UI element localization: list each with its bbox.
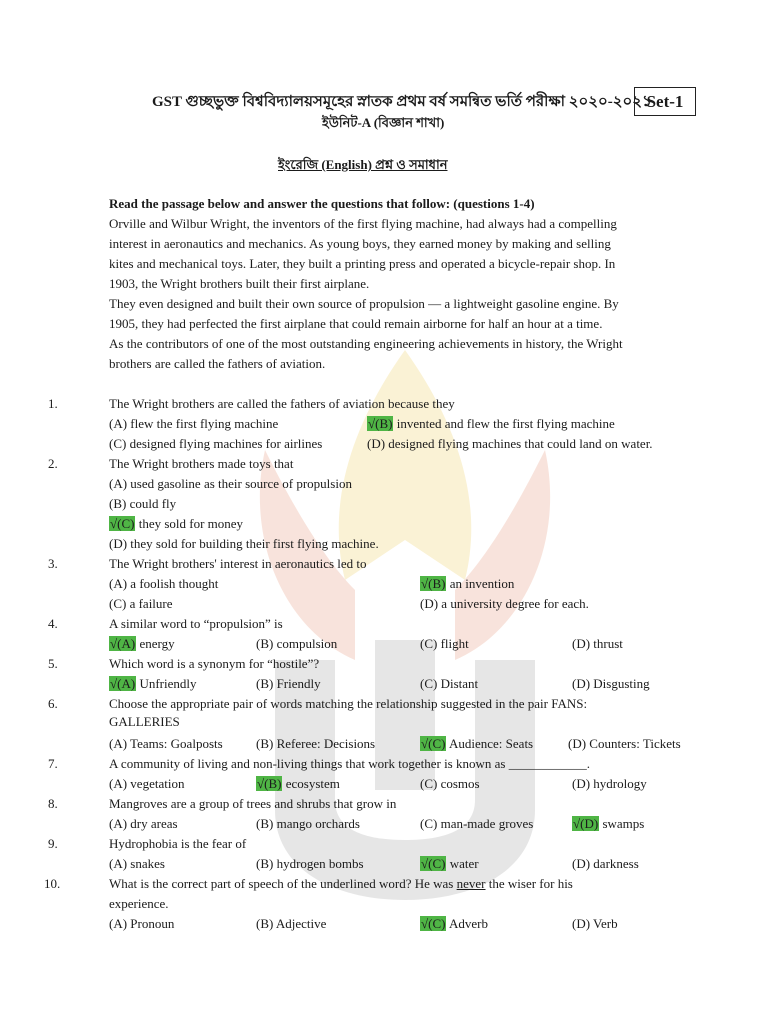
passage-line: interest in aeronautics and mechanics. As young boys, they earned money by making and selling — [109, 236, 611, 251]
option-d: (D) Counters: Tickets — [568, 736, 681, 751]
passage-line: brothers are called the fathers of aviation. — [109, 356, 326, 371]
answer-mark: √(A) — [110, 636, 136, 651]
question-text-cont: experience. — [109, 896, 169, 911]
option-d: (D) they sold for building their first flying machine. — [109, 536, 379, 551]
set-label: Set-1 — [634, 87, 696, 116]
answer-mark: √(C) — [421, 916, 446, 931]
option-d: (D) darkness — [572, 856, 639, 871]
subject-title: ইংরেজি (English) প্রশ্ন ও সমাধান — [278, 157, 448, 172]
option-c-correct: √(C) Adverb — [421, 916, 488, 931]
option-b: (B) mango orchards — [256, 816, 360, 831]
question-text-cont: GALLERIES — [109, 714, 180, 729]
question-text: A community of living and non-living things that work together is known as ____________. — [109, 756, 590, 771]
option-b-correct: √(B) an invention — [421, 576, 515, 591]
passage-line: kites and mechanical toys. Later, they built a printing press and operated a bicycle-repair shop. In — [109, 256, 616, 271]
option-b: (B) Adjective — [256, 916, 327, 931]
answer-mark: √(B) — [368, 416, 393, 431]
option-a: (A) a foolish thought — [109, 576, 219, 591]
option-b-correct: √(B) ecosystem — [257, 776, 340, 791]
question-number: 1. — [48, 396, 58, 411]
option-a: (A) used gasoline as their source of propulsion — [109, 476, 352, 491]
question-number: 3. — [48, 556, 58, 571]
option-d: (D) thrust — [572, 636, 623, 651]
option-c: (C) a failure — [109, 596, 173, 611]
question-text: The Wright brothers are called the fathers of aviation because they — [109, 396, 455, 411]
question-number: 5. — [48, 656, 58, 671]
option-d-correct: √(D) swamps — [573, 816, 645, 831]
option-a-correct: √(A) energy — [110, 636, 175, 651]
passage-line: Orville and Wilbur Wright, the inventors of the first flying machine, had always had a compelling — [109, 216, 617, 231]
option-d: (D) a university degree for each. — [420, 596, 589, 611]
answer-mark: √(D) — [573, 816, 599, 831]
question-text: What is the correct part of speech of the underlined word? He was never the wiser for his — [109, 876, 573, 891]
answer-mark: √(C) — [110, 516, 135, 531]
passage-line: 1903, the Wright brothers built their first airplane. — [109, 276, 370, 291]
passage-line: As the contributors of one of the most outstanding engineering achievements in history, the Wright — [109, 336, 623, 351]
unit-title: ইউনিট-A (বিজ্ঞান শাখা) — [322, 115, 445, 130]
answer-mark: √(C) — [421, 856, 446, 871]
question-number: 8. — [48, 796, 58, 811]
option-d: (D) hydrology — [572, 776, 647, 791]
underlined-word: never — [456, 876, 486, 891]
question-number: 10. — [44, 876, 61, 891]
answer-mark: √(B) — [257, 776, 282, 791]
option-d: (D) designed flying machines that could land on water. — [367, 436, 653, 451]
passage-line: They even designed and built their own source of propulsion — a lightweight gasoline engine. By — [109, 296, 619, 311]
option-a: (A) snakes — [109, 856, 165, 871]
option-b: (B) hydrogen bombs — [256, 856, 364, 871]
option-a: (A) flew the first flying machine — [109, 416, 279, 431]
option-a-correct: √(A) Unfriendly — [110, 676, 197, 691]
option-c-correct: √(C) water — [421, 856, 479, 871]
option-b: (B) compulsion — [256, 636, 338, 651]
option-b: (B) could fly — [109, 496, 177, 511]
question-text: The Wright brothers' interest in aeronautics led to — [109, 556, 367, 571]
option-c: (C) Distant — [420, 676, 479, 691]
option-c-correct: √(C) they sold for money — [110, 516, 244, 531]
option-c-correct: √(C) Audience: Seats — [421, 736, 534, 751]
passage-line: 1905, they had perfected the first airplane that could remain airborne for half an hour at a time. — [109, 316, 603, 331]
option-c: (C) flight — [420, 636, 469, 651]
question-number: 4. — [48, 616, 58, 631]
passage-instruction: Read the passage below and answer the questions that follow: (questions 1-4) — [109, 196, 535, 211]
question-number: 9. — [48, 836, 58, 851]
question-text: Which word is a synonym for “hostile”? — [109, 656, 320, 671]
question-text: The Wright brothers made toys that — [109, 456, 294, 471]
question-text: A similar word to “propulsion” is — [109, 616, 283, 631]
answer-mark: √(B) — [421, 576, 446, 591]
option-c: (C) cosmos — [420, 776, 480, 791]
option-d: (D) Verb — [572, 916, 618, 931]
option-b-correct: √(B) invented and flew the first flying machine — [368, 416, 615, 431]
answer-mark: √(A) — [110, 676, 136, 691]
answer-mark: √(C) — [421, 736, 446, 751]
question-number: 6. — [48, 696, 58, 711]
option-a: (A) vegetation — [109, 776, 185, 791]
option-a: (A) Pronoun — [109, 916, 175, 931]
question-number: 7. — [48, 756, 58, 771]
option-d: (D) Disgusting — [572, 676, 650, 691]
exam-title: GST গুচ্ছভুক্ত বিশ্ববিদ্যালয়সমূহের স্নাতক প্রথম বর্ষ সমন্বিত ভর্তি পরীক্ষা ২০২০-২০২১ — [152, 94, 652, 110]
option-a: (A) dry areas — [109, 816, 178, 831]
question-text: Choose the appropriate pair of words matching the relationship suggested in the pair FANS: — [109, 696, 588, 711]
question-number: 2. — [48, 456, 58, 471]
option-c: (C) designed flying machines for airlines — [109, 436, 323, 451]
option-b: (B) Referee: Decisions — [256, 736, 376, 751]
question-text: Hydrophobia is the fear of — [109, 836, 247, 851]
question-text: Mangroves are a group of trees and shrubs that grow in — [109, 796, 397, 811]
option-c: (C) man-made groves — [420, 816, 534, 831]
option-a: (A) Teams: Goalposts — [109, 736, 223, 751]
option-b: (B) Friendly — [256, 676, 321, 691]
